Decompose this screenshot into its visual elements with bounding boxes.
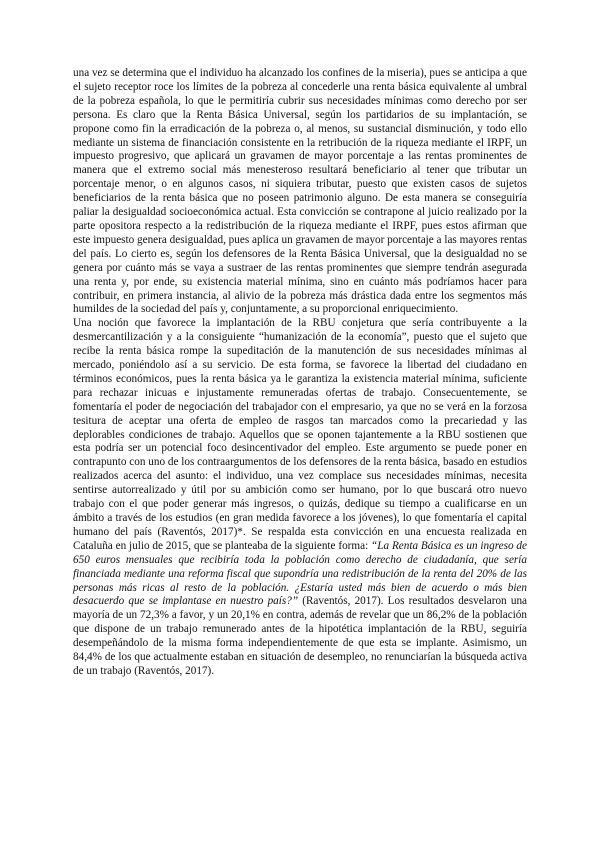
document-page (73, 67, 527, 679)
survey-question-quote: “La Renta Básica es un ingreso de 650 euros mensuales que recibiría toda la población como derecho de ciudadanía, que sería financiada mediante una reforma fiscal que supondría una redistribución de la renta del 20% de las personas más ricas al resto de la población. ¿Estaría usted más bien de acuerdo o más bien desacuerdo que se implantase en nuestro país?” (73, 539, 527, 608)
paragraph-desmercantilizacion (73, 317, 527, 679)
paragraph-renta-basica-financiacion: una vez se determina que el individuo ha alcanzado los confines de la miseria), pues se anticipa a que el sujeto receptor roce los límites de la pobreza al concederle una renta básica equivalente al umbral de la pobreza española, lo que le permitiría cubrir sus necesidades mínimas como derecho por ser persona. Es claro que la Renta Básica Universal, según los partidarios de su implantación, se propone como fin la erradicación de la pobreza o, al menos, su sustancial disminución, y todo ello mediante un sistema de financiación consistente en la retribución de la riqueza mediante el IRPF, un impuesto progresivo, que aplicará un gravamen de mayor porcentaje a las rentas prominentes de manera que el extremo social más menesteroso resultará beneficiario al tener que tributar un porcentaje menor, o en algunos casos, ni siquiera tributar, puesto que existen casos de sujetos beneficiarios de la renta básica que no poseen patrimonio alguno. De esta manera se conseguiría paliar la desigualdad socioeconómica actual. Esta convicción se contrapone al juicio realizado por la parte opositora respecto a la redistribución de la riqueza mediante el IRPF, pues estos afirman que este impuesto genera desigualdad, pues aplica un gravamen de mayor porcentaje a las mayores rentas del país. Lo cierto es, según los defensores de la Renta Básica Universal, que la desigualdad no se genera por cuánto más se vaya a sustraer de las rentas prominentes que siempre tendrán asegurada una renta y, por ende, su existencia material mínima, sino en cuánto más podríamos hacer para contribuir, en primera instancia, al alivio de la pobreza más drástica dada entre los segmentos más humildes de la sociedad del país y, conjuntamente, a su proporcional enriquecimiento. (73, 67, 527, 316)
paragraph-text-part2: (Raventós, 2017). Los resultados desvelaron una mayoría de un 72,3% a favor, y un 20,1% en contra, además de revelar que un 86,2% de la población que dispone de un trabajo remunerado antes de la hipotética implantación de la RBU, seguiría desempeñándolo de la misma forma independientemente de que esta se implante. Asimismo, un 84,4% de los que actualmente estaban en situación de desempleo, no renunciarían la búsqueda activa de un trabajo (Raventós, 2017). (73, 595, 527, 677)
paragraph-text-part1: Una noción que favorece la implantación de la RBU conjetura que sería contribuyente a la desmercantilización y a la consiguiente “humanización de la economía”, puesto que el sujeto que recibe la renta básica rompe la supeditación de la manutención de sus necesidades mínimas al mercado, poniéndolo así a su servicio. De esta forma, se favorece la libertad del ciudadano en términos económicos, pues la renta básica ya le garantiza la existencia material mínima, suficiente para rechazar inicuas e injustamente remuneradas ofertas de trabajo. Consecuentemente, se fomentaría el poder de negociación del trabajador con el empresario, ya que no se verá en la forzosa tesitura de aceptar una oferta de empleo de rasgos tan marcados como la precariedad y las deplorables condiciones de trabajo. Aquellos que se oponen tajantemente a la RBU sostienen que esta podría ser un potencial foco desincentivador del empleo. Este argumento se puede poner en contrapunto con uno de los contraargumentos de los defensores de la renta básica, basado en estudios realizados acerca del asunto: el individuo, una vez complace sus necesidades mínimas, necesita sentirse autorrealizado y útil por su ambición como ser humano, por lo que buscará otro nuevo trabajo con el que poder generar más ingresos, o quizás, dedique su tiempo a cualificarse en un ámbito a través de los estudios (en gran medida favorece a los jóvenes), lo que fomentaría el capital humano del país (Raventós, 2017)*. Se respalda esta convicción en una encuesta realizada en Cataluña en julio de 2015, que se planteaba de la siguiente forma: (73, 317, 527, 552)
